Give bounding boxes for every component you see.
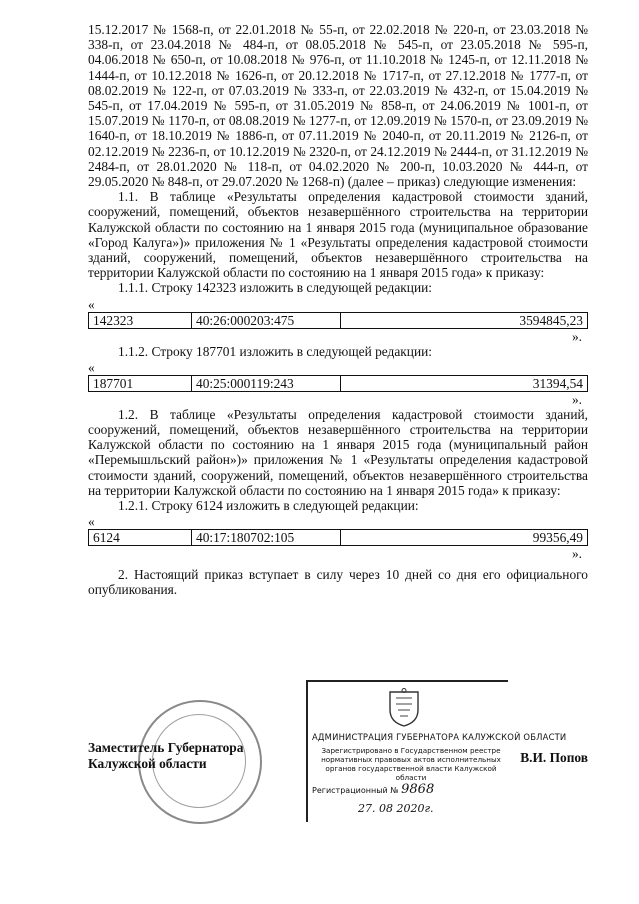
quote-close: ». <box>571 391 582 407</box>
quote-open: « <box>88 359 95 375</box>
stamp-text: Зарегистрировано в Государственном реестре нормативных правовых актов исполнительных органов государственной власти Калужской области <box>321 746 501 782</box>
quote-open: « <box>88 296 95 312</box>
quote-close: ». <box>571 328 582 344</box>
registration-label: Регистрационный № <box>312 786 399 795</box>
cadastral-number: 40:26:000203:475 <box>192 312 341 328</box>
coat-of-arms-icon <box>386 688 422 728</box>
row-number: 187701 <box>89 375 192 391</box>
stamp-registration <box>312 782 434 797</box>
quote-open: « <box>88 514 95 530</box>
section-2: 2. Настоящий приказ вступает в силу через 10 дней со дня его официального опубликования. <box>88 567 588 598</box>
row-number: 142323 <box>89 312 192 328</box>
signatory-position <box>88 740 243 771</box>
cadastral-number: 40:17:180702:105 <box>192 530 341 546</box>
cadastral-value: 99356,49 <box>341 530 588 546</box>
intro-paragraph: 15.12.2017 № 1568-п, от 22.01.2018 № 55-п, от 22.02.2018 № 220-п, от 23.03.2018 № 338-п, от 23.04.2018 № 484-п, от 08.05.2018 № 545-п, от 23.05.2018 № 595-п, 04.06.2018 № 650-п, от 10.08.2018 № 976-п, от 11.10.2018 № 1245-п, от 12.11.2018 № 1444-п, от 10.12.2018 № 1626-п, от 20.12.2018 № 1717-п, от 27.12.2018 № 1777-п, от 08.02.2019 № 122-п, от 07.03.2019 № 333-п, от 22.03.2019 № 432-п, от 15.04.2019 № 545-п, от 17.04.2019 № 595-п, от 31.05.2019 № 858-п, от 24.06.2019 № 1001-п, от 15.07.2019 № 1170-п, от 08.08.2019 № 1277-п, от 12.09.2019 № 1570-п, от 23.09.2019 № 1640-п, от 18.10.2019 № 1886-п, от 07.11.2019 № 2040-п, от 20.11.2019 № 2126-п, от 02.12.2019 № 2236-п, от 10.12.2019 № 2320-п, от 24.12.2019 № 2444-п, от 31.12.2019 № 2484-п, от 28.01.2020 № 118-п, от 04.02.2020 № 200-п, 10.03.2020 № 444-п, от 29.05.2020 № 848-п, от 29.07.2020 № 1268-п) (далее – приказ) следующие изменения: <box>88 22 588 190</box>
cadastral-value: 31394,54 <box>341 375 588 391</box>
section-1-2-1: 1.2.1. Строку 6124 изложить в следующей редакции: <box>118 498 419 514</box>
section-1-2: 1.2. В таблице «Результаты определения кадастровой стоимости зданий, сооружений, помещений, объектов незавершённого строительства на территории Калужской области по состоянию на 1 января 2015 года (муниципальный район «Перемышльский район»)» приложения № 1 «Результаты определения кадастровой стоимости зданий, сооружений, помещений, объектов незавершённого строительства на территории Калужской области по состоянию на 1 января 2015 года» к приказу: <box>88 406 588 498</box>
stamp-title: АДМИНИСТРАЦИЯ ГУБЕРНАТОРА КАЛУЖСКОЙ ОБЛАСТИ <box>312 732 567 742</box>
position-line-1: Заместитель Губернатора <box>88 740 244 755</box>
signature-block <box>88 730 588 890</box>
table-row-2 <box>88 375 588 392</box>
table-row-1 <box>88 312 588 329</box>
section-1-1-1: 1.1.1. Строку 142323 изложить в следующей редакции: <box>118 280 433 296</box>
section-1-1: 1.1. В таблице «Результаты определения кадастровой стоимости зданий, сооружений, помещений, объектов незавершённого строительства на территории Калужской области по состоянию на 1 января 2015 года (муниципальное образование «Город Калуга»)» приложения № 1 «Результаты определения кадастровой стоимости зданий, сооружений, помещений, объектов незавершённого строительства на территории Калужской области по состоянию на 1 января 2015 года» к приказу: <box>88 189 588 281</box>
signatory-name: В.И. Попов <box>520 750 588 765</box>
registration-number: 9868 <box>401 782 435 797</box>
section-1-1-2: 1.1.2. Строку 187701 изложить в следующей редакции: <box>118 343 433 359</box>
document-body <box>88 22 588 598</box>
cadastral-value: 3594845,23 <box>341 312 588 328</box>
table-row-3 <box>88 529 588 546</box>
cadastral-number: 40:25:000119:243 <box>192 375 341 391</box>
quote-close: ». <box>571 546 582 562</box>
stamp-date: 27. 08 2020г. <box>358 802 434 815</box>
position-line-2: Калужской области <box>88 755 207 771</box>
row-number: 6124 <box>89 530 192 546</box>
